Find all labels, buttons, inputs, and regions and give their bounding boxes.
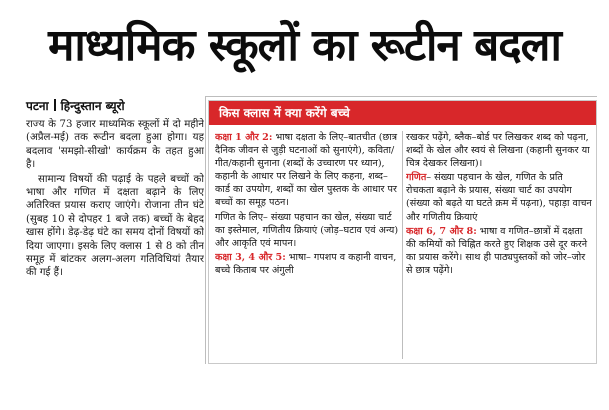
info-box-item (215, 131, 401, 210)
column-divider (402, 131, 403, 359)
class-tag: कक्षा 1 और 2: (215, 132, 273, 143)
info-box (208, 100, 597, 364)
box-outer-left-rule (205, 96, 206, 364)
byline-bureau: हिन्दुस्तान ब्यूरो (60, 99, 125, 113)
item-text: भाषा– गपशप व कहानी वाचन, बच्चे किताब पर अंगुली (215, 251, 397, 276)
info-box-item: रखकर पढ़ेंगे, ब्लैक–बोर्ड पर लिखकर शब्द को पढ़ना, शब्दों के खेल और स्वयं से लिखना (कहानी सुनकर या चित्र देखकर लिखना)। (406, 132, 590, 170)
info-box-item (406, 171, 592, 223)
article-paragraph-2: सामान्य विषयों की पढ़ाई के पहले बच्चों को भाषा और गणित में दक्षता बढ़ाने के लिए अतिरिक्त प्रयास कराए जाएंगे। रोजाना तीन घंटे (सुबह 10 से दोपहर 1 बजे तक) बच्चों के बेहद खास होंगे। डेढ़-डेढ़ घंटे का समय दोनों विषयों को दिया जाएगा। इसके लिए क्लास 1 से 8 को तीन समूह में बांटकर अलग-अलग गतिविधियां तैयार की गई हैं। (26, 173, 204, 279)
article-body (26, 118, 204, 368)
info-box-item (215, 251, 401, 277)
subject-tag: गणित (406, 172, 427, 184)
info-box-heading: किस क्लास में क्या करेंगे बच्चे (209, 101, 596, 125)
info-box-item: गणित के लिए– संख्या पहचान का खेल, संख्या चार्ट का इस्तेमाल, गणितीय क्रियाएं (जोड़–घटाव एवं अन्य) और आकृति एवं मापन। (215, 211, 399, 249)
class-tag: कक्षा 3, 4 और 5: (215, 251, 286, 263)
info-box-column-1 (215, 131, 401, 361)
info-box-item (406, 225, 592, 277)
byline (26, 97, 125, 114)
item-text: – संख्या पहचान के खेल, गणित के प्रति रोचकता बढ़ाने के प्रयास, संख्या चार्ट का उपयोग (संख्या को बढ़ते या घटते क्रम में पढ़ना), पहाड़ा वाचन और गणितीय क्रियाएं (406, 172, 592, 223)
box-outer-top-rule (205, 96, 597, 97)
byline-city: पटना (26, 99, 49, 113)
info-box-column-2 (406, 131, 592, 361)
item-text: भाषा व गणित–छात्रों में दक्षता की कमियों को चिह्नित करते हुए शिक्षक उसे दूर करने का प्रयास करेंगे। साथ ही पाठ्यपुस्तकों को जोर–जोर से छात्र पढ़ेंगे। (406, 225, 588, 276)
article-paragraph-1: राज्य के 73 हजार माध्यमिक स्कूलों में दो महीने (अप्रैल-मई) तक रूटीन बदला हुआ होगा। यह बदलाव 'समझो-सीखो' कार्यक्रम के तहत हुआ है। (26, 119, 204, 171)
class-tag: कक्षा 6, 7 और 8: (406, 225, 477, 237)
headline: माध्यमिक स्कूलों का रूटीन बदला (48, 20, 561, 71)
item-text: भाषा दक्षता के लिए–बातचीत (छात्र दैनिक जीवन से जुड़ी घटनाओं को सुनाएंगे), कविता/गीत/कहानी सुनाना (शब्दों के उच्चारण पर ध्यान), कहानी के आधार पर लिखने के लिए कहना, शब्द–कार्ड का उपयोग, शब्दों का खेल पुस्तक के आधार पर बच्चों का समूह पठन। (215, 132, 398, 209)
byline-separator (54, 99, 56, 111)
